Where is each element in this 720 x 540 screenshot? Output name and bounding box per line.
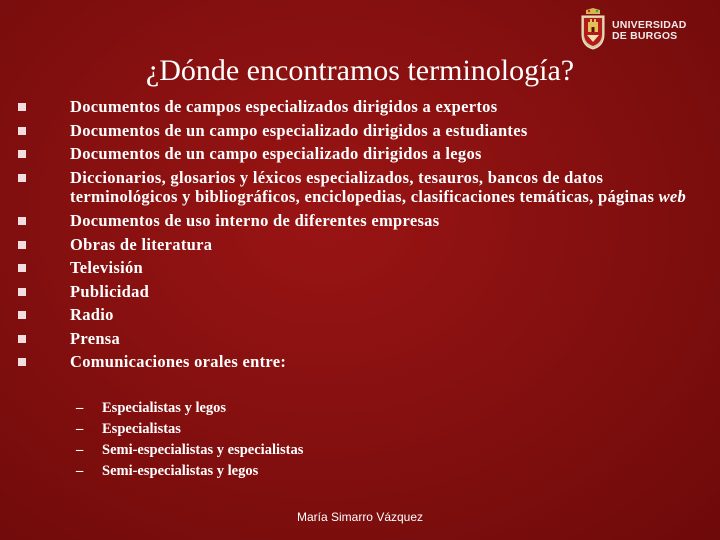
bullet-text: Publicidad: [70, 281, 150, 301]
sub-bullet-item: [76, 419, 303, 440]
bullet-text: Documentos de un campo especializado dirigidos a estudiantes: [70, 120, 528, 140]
bullet-text: Diccionarios, glosarios y léxicos especializados, tesauros, bancos de datos terminológicos y bibliográficos, enciclopedias, clasificaciones temáticas, páginas web: [70, 167, 687, 207]
main-bullet-list: [18, 95, 698, 374]
bullet-item: [18, 280, 698, 304]
bullet-item: [18, 142, 698, 166]
square-bullet-icon: [18, 335, 26, 343]
slide-footer-author: María Simarro Vázquez: [296, 510, 424, 524]
sub-bullet-text: Especialistas y legos: [102, 400, 227, 416]
square-bullet-icon: [18, 358, 26, 366]
square-bullet-icon: [18, 127, 26, 135]
bullet-text: Documentos de campos especializados dirigidos a expertos: [70, 97, 498, 116]
bullet-item: [18, 303, 698, 327]
bullet-item: [18, 168, 698, 208]
sub-bullet-item: [76, 440, 303, 461]
bullet-text: Documentos de un campo especializado dirigidos a legos: [70, 144, 482, 163]
square-bullet-icon: [18, 174, 26, 182]
dash-bullet-icon: –: [76, 421, 84, 437]
bullet-text: Prensa: [70, 328, 121, 348]
bullet-text: Radio: [70, 305, 114, 325]
bullet-item: [18, 233, 698, 257]
bullet-text: Obras de literatura: [70, 234, 213, 254]
bullet-item: [18, 119, 698, 143]
university-name-line1: UNIVERSIDAD: [612, 19, 687, 31]
dash-bullet-icon: –: [76, 442, 84, 458]
university-name: [612, 20, 687, 42]
square-bullet-icon: [18, 150, 26, 158]
university-logo: [578, 4, 718, 54]
sub-bullet-text: Especialistas: [102, 421, 181, 437]
square-bullet-icon: [18, 103, 26, 111]
university-name-line2: DE BURGOS: [612, 30, 678, 42]
bullet-item: [18, 327, 698, 351]
sub-bullet-item: [76, 461, 303, 482]
square-bullet-icon: [18, 241, 26, 249]
square-bullet-icon: [18, 264, 26, 272]
bullet-item: [18, 350, 698, 374]
bullet-item: [18, 256, 698, 280]
university-crest-icon: [580, 8, 606, 50]
bullet-item: [18, 209, 698, 233]
bullet-text: Comunicaciones orales entre:: [70, 352, 287, 372]
italic-web: web: [658, 187, 687, 207]
bullet-text: Documentos de uso interno de diferentes empresas: [70, 211, 440, 231]
bullet-item: [18, 95, 698, 119]
square-bullet-icon: [18, 217, 26, 225]
dash-bullet-icon: –: [76, 463, 84, 479]
sub-bullet-item: [76, 398, 303, 419]
sub-bullet-text: Semi-especialistas y legos: [102, 463, 259, 479]
sub-bullet-text: Semi-especialistas y especialistas: [102, 442, 304, 458]
dash-bullet-icon: –: [76, 400, 84, 416]
bullet-text: Televisión: [70, 258, 143, 278]
sub-bullet-list: [76, 398, 303, 482]
square-bullet-icon: [18, 288, 26, 296]
square-bullet-icon: [18, 311, 26, 319]
slide-title: ¿Dónde encontramos terminología?: [145, 54, 575, 87]
